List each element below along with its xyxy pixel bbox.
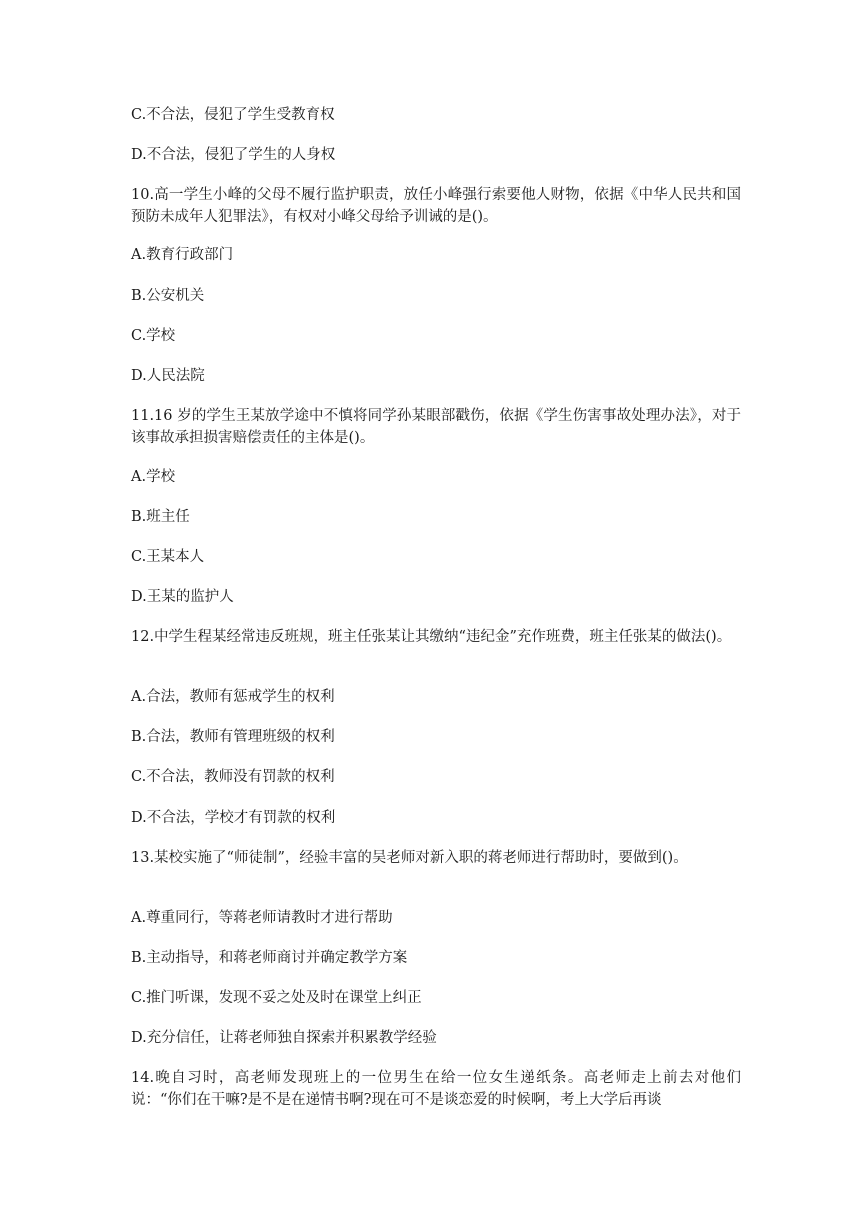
option-13c: C.推门听课，发现不妥之处及时在课堂上纠正: [131, 990, 422, 1006]
question-14: 14.晚自习时，高老师发现班上的一位男生在给一位女生递纸条。高老师走上前去对他们说：“你们在干嘛?是不是在递情书啊?现在可不是谈恋爱的时候啊，考上大学后再谈: [131, 1070, 741, 1108]
question-13: 13.某校实施了“师徒制”，经验丰富的吴老师对新入职的蒋老师进行帮助时，要做到()。: [131, 850, 688, 866]
option-11d: D.王某的监护人: [131, 589, 234, 605]
option-11c: C.王某本人: [131, 549, 205, 565]
option-13d: D.充分信任，让蒋老师独自探索并积累教学经验: [131, 1030, 437, 1046]
option-11a: A.学校: [131, 469, 176, 485]
option-10a: A.教育行政部门: [131, 247, 234, 263]
question-12: 12.中学生程某经常违反班规，班主任张某让其缴纳“违纪金”充作班费，班主任张某的做法()。: [131, 629, 732, 645]
option-10c: C.学校: [131, 328, 176, 344]
option-9c: C.不合法，侵犯了学生受教育权: [131, 107, 335, 123]
option-12c: C.不合法，教师没有罚款的权利: [131, 769, 335, 785]
option-11b: B.班主任: [131, 509, 190, 525]
option-10b: B.公安机关: [131, 288, 205, 304]
question-10: 10.高一学生小峰的父母不履行监护职责，放任小峰强行索要他人财物，依据《中华人民共和国预防未成年人犯罪法》，有权对小峰父母给予训诫的是()。: [131, 187, 741, 225]
option-9d: D.不合法，侵犯了学生的人身权: [131, 147, 336, 163]
option-10d: D.人民法院: [131, 368, 205, 384]
option-13b: B.主动指导，和蒋老师商讨并确定教学方案: [131, 950, 408, 966]
option-12a: A.合法，教师有惩戒学生的权利: [131, 689, 335, 705]
option-12b: B.合法，教师有管理班级的权利: [131, 729, 335, 745]
option-13a: A.尊重同行，等蒋老师请教时才进行帮助: [131, 910, 393, 926]
question-11: 11.16 岁的学生王某放学途中不慎将同学孙某眼部戳伤，依据《学生伤害事故处理办法》，对于该事故承担损害赔偿责任的主体是()。: [131, 408, 741, 446]
option-12d: D.不合法，学校才有罚款的权利: [131, 810, 336, 826]
